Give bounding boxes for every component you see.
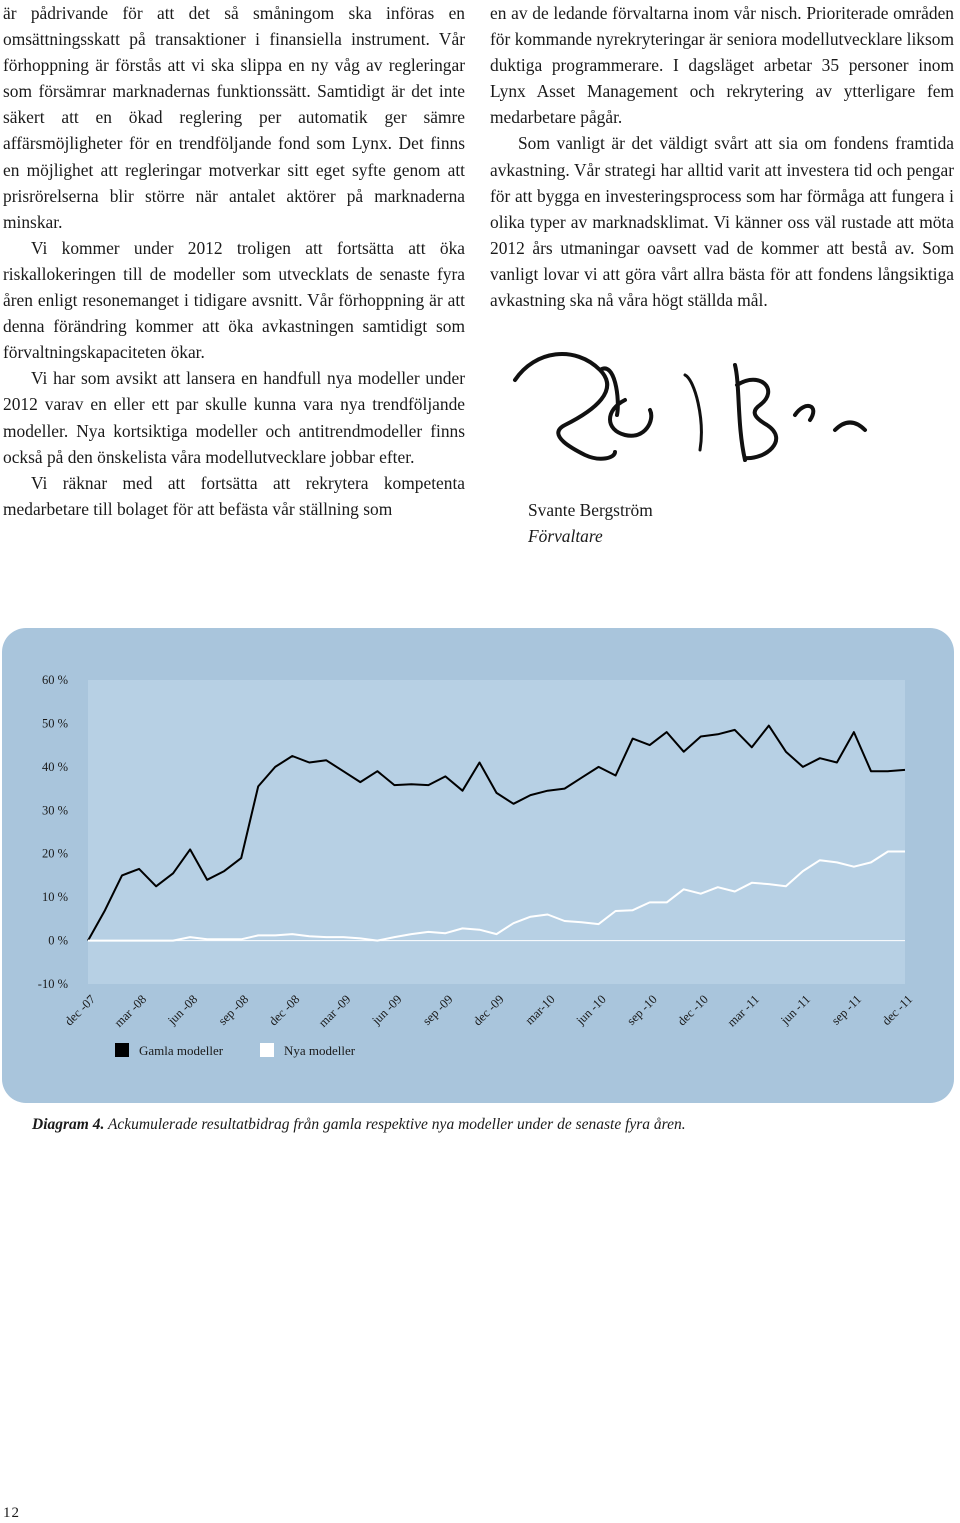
x-tick-label: jun -11 <box>778 992 813 1028</box>
x-tick-label: sep -11 <box>828 992 865 1028</box>
x-tick-label: jun -08 <box>165 992 201 1028</box>
x-tick-label: dec -09 <box>470 992 507 1029</box>
y-tick-label: 10 % <box>41 890 68 905</box>
paragraph: Vi kommer under 2012 troligen att fortsätta att öka riskallokeringen till de modeller som utvecklats de senaste fyra åren enligt resonemanget i tidigare avsnitt. Vår förhoppning är att denna förändring kommer att öka avkastningen samtidigt som förvaltningskapaciteten ökar. <box>3 237 465 363</box>
legend-swatch-white <box>260 1043 274 1057</box>
x-tick-label: mar -09 <box>315 992 354 1030</box>
x-tick-label: mar -08 <box>111 992 150 1030</box>
y-tick-label: 20 % <box>41 846 68 861</box>
legend-label: Nya modeller <box>284 1043 356 1058</box>
x-tick-label: dec -07 <box>61 992 99 1029</box>
paragraph: Vi räknar med att fortsätta att rekrytera kompetenta medarbetare till bolaget för att befästa vår ställning som <box>3 472 465 519</box>
y-tick-label: 0 % <box>48 933 68 948</box>
paragraph: Vi har som avsikt att lansera en handfull nya modeller under 2012 varav en eller ett par skulle kunna vara nya trendföljande modeller. Nya kortsiktiga modeller och antitrendmodeller finns också på den önskelista våra modellutvecklare jobbar efter. <box>3 368 465 467</box>
x-tick-label: sep -08 <box>215 992 252 1028</box>
caption-label: Diagram 4. <box>32 1116 105 1133</box>
legend-label: Gamla modeller <box>139 1043 224 1058</box>
legend-entry-old <box>115 1043 223 1059</box>
x-tick-label: sep -10 <box>624 992 660 1028</box>
x-tick-label: mar -11 <box>724 992 762 1030</box>
paragraph: Som vanligt är det väldigt svårt att sia om fondens framtida avkastning. Vår strategi har alltid varit att investera tid och pengar för att bygga en investeringsprocess som har förmåga att fungera i olika typer av marknadsklimat. Vi känner oss väl rustade att möta 2012 års utmaningar oavsett vad de kommer att bestå av. Som vanligt lovar vi att göra vårt allra bästa för att fondens långsiktiga avkastning ska nå våra högt ställda mål. <box>490 133 954 311</box>
x-tick-label: dec -11 <box>879 992 916 1029</box>
legend-swatch-black <box>115 1043 129 1057</box>
y-tick-label: -10 % <box>37 977 68 991</box>
y-tick-label: 30 % <box>41 803 68 818</box>
x-tick-label: jun -09 <box>369 992 405 1028</box>
legend-entry-new <box>260 1043 355 1059</box>
signer-name: Svante Bergström <box>528 500 653 520</box>
paragraph: en av de ledande förvaltarna inom vår nisch. Prioriterade områden för kommande nyrekryteringar är seniora modellutvecklare liksom duktiga programmerare. I dagsläget arbetar 35 personer inom Lynx Asset Management och rekrytering av ytterligare fem medarbetare pågår. <box>490 3 954 128</box>
x-tick-label: jun -10 <box>573 992 609 1028</box>
paragraph: är pådrivande för att det så småningom ska införas en omsättningsskatt på transaktioner i finansiella instrument. Vår förhoppning är förstås att vi ska slippa en ny våg av regleringar som försämrar marknadernas funktionssätt. Samtidigt är det inte säkert att en ökad reglering per automatik ger sämre affärsmöjligheter för en trendföljande fond som Lynx. Det finns en möjlighet att regleringar motverkar sitt eget syfte genom att prisrörelserna blir större när antalet aktörer på marknaderna minskar. <box>3 3 465 232</box>
x-tick-label: dec -08 <box>266 992 303 1029</box>
x-tick-label: mar-10 <box>522 992 558 1028</box>
x-tick-label: sep -09 <box>419 992 456 1028</box>
x-tick-label: dec -10 <box>674 992 711 1029</box>
y-tick-label: 50 % <box>41 716 68 731</box>
signer-role: Förvaltare <box>528 526 603 546</box>
caption-text: Ackumulerade resultatbidrag från gamla respektive nya modeller under de senaste fyra åren. <box>107 1116 686 1133</box>
y-tick-label: 40 % <box>41 759 68 774</box>
page-number: 12 <box>3 1505 20 1521</box>
chart-caption <box>32 1116 932 1134</box>
y-tick-label: 60 % <box>41 673 68 687</box>
